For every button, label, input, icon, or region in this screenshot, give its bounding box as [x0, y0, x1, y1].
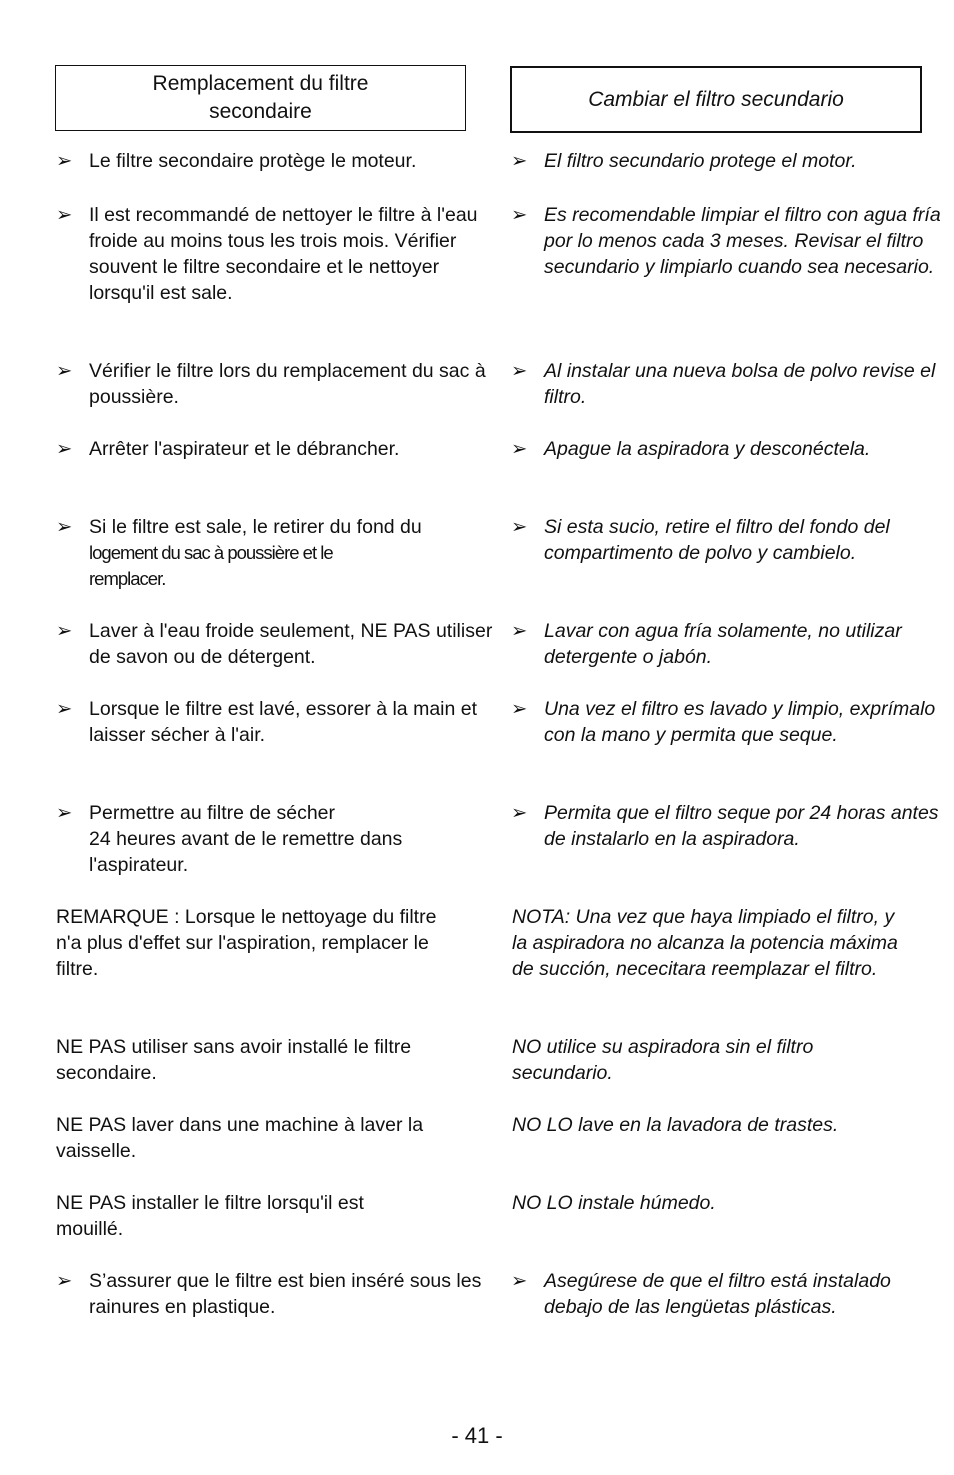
es-item-4: ➢ Apague la aspiradora y desconéctela. — [511, 438, 871, 460]
arrow-bullet-icon: ➢ — [56, 204, 73, 226]
es-warning-3: NO LO instale húmedo. — [512, 1192, 716, 1214]
arrow-bullet-icon: ➢ — [511, 802, 528, 824]
fr-warning-1: NE PAS utiliser sans avoir installé le filtre secondaire. — [56, 1036, 412, 1084]
arrow-bullet-icon: ➢ — [56, 620, 73, 642]
fr-item-6: ➢ Laver à l'eau froide seulement, NE PAS utiliser de savon ou de détergent. — [56, 620, 493, 668]
es-item-5: ➢ Si esta sucio, retire el filtro del fondo del compartimento de polvo y cambielo. — [511, 516, 890, 564]
es-item-1: ➢ El filtro secundario protege el motor. — [511, 150, 857, 172]
arrow-bullet-icon: ➢ — [56, 360, 73, 382]
arrow-bullet-icon: ➢ — [511, 150, 528, 172]
fr-warning-2: NE PAS laver dans une machine à laver la vaisselle. — [56, 1114, 424, 1162]
arrow-bullet-icon: ➢ — [511, 360, 528, 382]
es-item-8: ➢ Permita que el filtro seque por 24 horas antes de instalarlo en la aspiradora. — [511, 802, 939, 850]
page-number: - 41 - — [451, 1423, 503, 1448]
arrow-bullet-icon: ➢ — [56, 802, 73, 824]
arrow-bullet-icon: ➢ — [56, 516, 73, 538]
fr-item-8: ➢ Permettre au filtre de sécher 24 heures avant de le remettre dans l'aspirateur. — [56, 802, 403, 876]
fr-remarque: REMARQUE : Lorsque le nettoyage du filtre n'a plus d'effet sur l'aspiration, remplacer le filtre. — [56, 906, 437, 980]
es-item-3: ➢ Al instalar una nueva bolsa de polvo revise el filtro. — [511, 360, 936, 408]
es-item-2: ➢ Es recomendable limpiar el filtro con agua fría por lo menos cada 3 meses. Revisar el filtro secundario y limpiarlo cuando sea necesario. — [511, 204, 941, 278]
es-warning-1: NO utilice su aspiradora sin el filtro secundario. — [512, 1036, 814, 1084]
arrow-bullet-icon: ➢ — [511, 438, 528, 460]
arrow-bullet-icon: ➢ — [511, 1270, 528, 1292]
arrow-bullet-icon: ➢ — [56, 438, 73, 460]
fr-item-3: ➢ Vérifier le filtre lors du remplacement du sac à poussière. — [56, 360, 486, 408]
arrow-bullet-icon: ➢ — [511, 516, 528, 538]
fr-item-7: ➢ Lorsque le filtre est lavé, essorer à la main et laisser sécher à l'air. — [56, 698, 478, 746]
arrow-bullet-icon: ➢ — [511, 204, 528, 226]
es-nota: NOTA: Una vez que haya limpiado el filtro, y la aspiradora no alcanza la potencia máxima de succión, nececitara reemplazar el filtro. — [512, 906, 898, 980]
french-section-title: Remplacement du filtre secondaire — [55, 65, 466, 131]
arrow-bullet-icon: ➢ — [56, 150, 73, 172]
arrow-bullet-icon: ➢ — [56, 698, 73, 720]
es-item-6: ➢ Lavar con agua fría solamente, no utilizar detergente o jabón. — [511, 620, 902, 668]
arrow-bullet-icon: ➢ — [511, 698, 528, 720]
fr-warning-3: NE PAS installer le filtre lorsqu'il est mouillé. — [56, 1192, 364, 1240]
arrow-bullet-icon: ➢ — [511, 620, 528, 642]
fr-item-4: ➢ Arrêter l'aspirateur et le débrancher. — [56, 438, 400, 460]
arrow-bullet-icon: ➢ — [56, 1270, 73, 1292]
es-item-7: ➢ Una vez el filtro es lavado y limpio, exprímalo con la mano y permita que seque. — [511, 698, 936, 746]
es-item-last: ➢ Asegúrese de que el filtro está instalado debajo de las lengüetas plásticas. — [511, 1270, 891, 1318]
es-warning-2: NO LO lave en la lavadora de trastes. — [512, 1114, 839, 1136]
fr-item-1: ➢ Le filtre secondaire protège le moteur. — [56, 150, 417, 172]
spanish-section-title: Cambiar el filtro secundario — [510, 66, 922, 133]
fr-item-2: ➢ Il est recommandé de nettoyer le filtre à l'eau froide au moins tous les trois mois. Vérifier souvent le filtre secondaire et le nettoyer lorsqu'il est sale. — [56, 204, 478, 304]
fr-item-5: ➢ Si le filtre est sale, le retirer du fond du logement du sac à poussière et le remplacer. — [56, 516, 422, 589]
fr-item-last: ➢ S’assurer que le filtre est bien inséré sous les rainures en plastique. — [56, 1270, 482, 1318]
